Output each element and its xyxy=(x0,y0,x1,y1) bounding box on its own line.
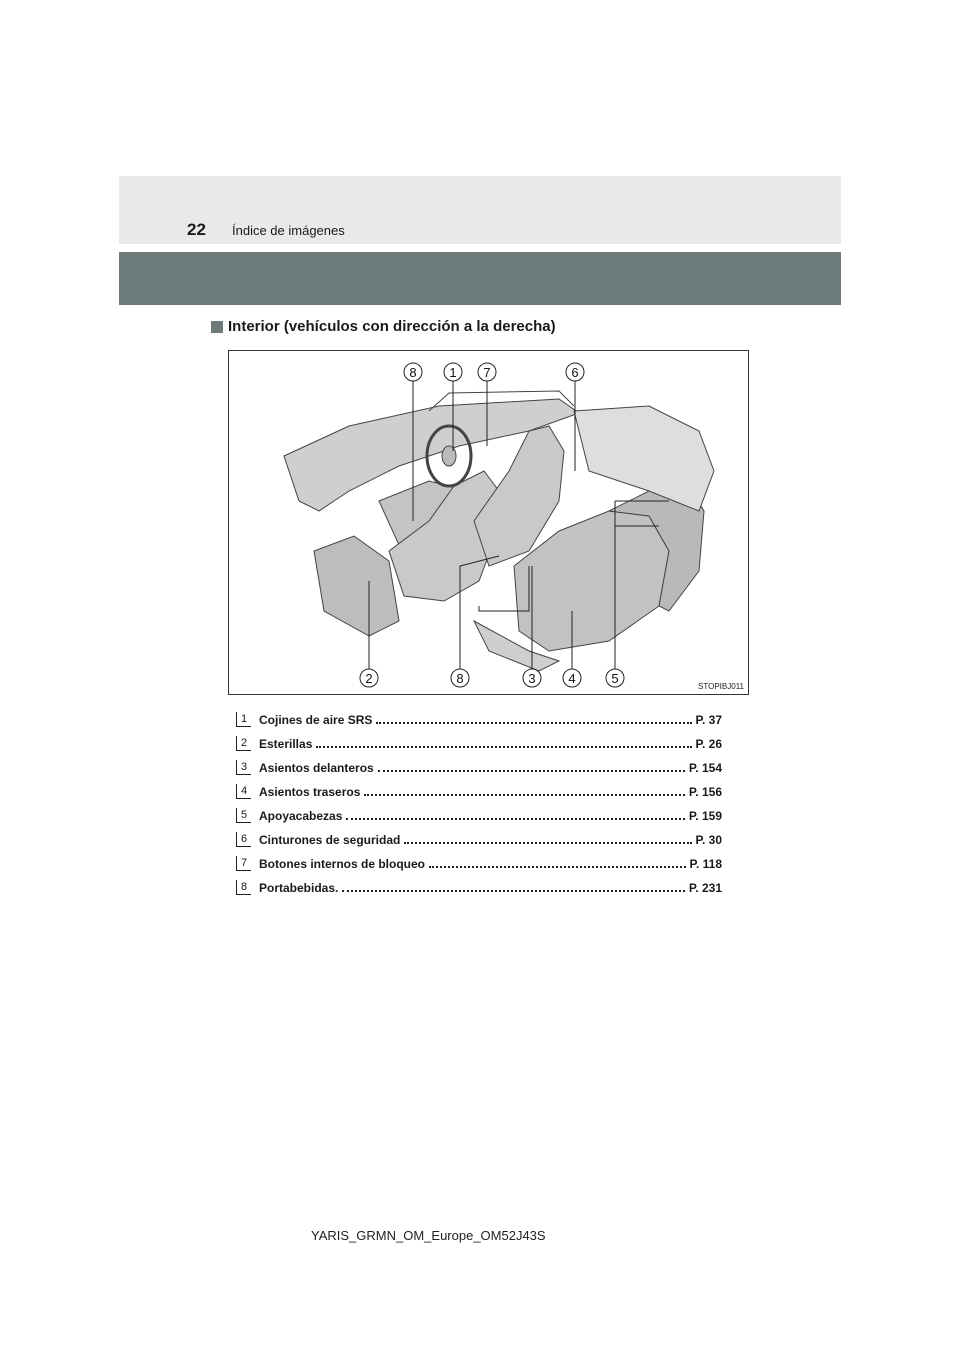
item-page-ref[interactable]: P. 154 xyxy=(688,761,722,775)
header-band-dark xyxy=(119,252,841,305)
list-item[interactable] xyxy=(236,706,722,730)
item-number: 7 xyxy=(236,856,251,871)
list-item[interactable] xyxy=(236,778,722,802)
dot-leader xyxy=(429,865,686,868)
item-number: 5 xyxy=(236,808,251,823)
dot-leader xyxy=(378,769,685,772)
callout-bottom-4: 4 xyxy=(568,671,576,686)
square-bullet-icon xyxy=(211,321,223,333)
item-label: Esterillas xyxy=(259,737,313,751)
dot-leader xyxy=(342,889,684,892)
section-title: Índice de imágenes xyxy=(232,223,345,238)
item-page-ref[interactable]: P. 159 xyxy=(688,809,722,823)
item-page-ref[interactable]: P. 118 xyxy=(689,857,722,871)
list-item[interactable] xyxy=(236,850,722,874)
item-page-ref[interactable]: P. 37 xyxy=(695,713,722,727)
item-page-ref[interactable]: P. 30 xyxy=(695,833,722,847)
item-number: 6 xyxy=(236,832,251,847)
item-label: Botones internos de bloqueo xyxy=(259,857,426,871)
header-band-light xyxy=(119,176,841,244)
item-number: 4 xyxy=(236,784,251,799)
callout-top-3: 7 xyxy=(483,365,491,380)
item-label: Asientos traseros xyxy=(259,785,361,799)
item-number: 8 xyxy=(236,880,251,895)
page-number: 22 xyxy=(187,220,206,239)
item-number: 3 xyxy=(236,760,251,775)
callout-top-2: 1 xyxy=(449,365,457,380)
list-item[interactable] xyxy=(236,826,722,850)
item-label: Apoyacabezas xyxy=(259,809,343,823)
item-label: Asientos delanteros xyxy=(259,761,374,775)
item-page-ref[interactable]: P. 231 xyxy=(688,881,722,895)
callout-bottom-1: 2 xyxy=(365,671,373,686)
figure-code: STOPIBJ011 xyxy=(698,682,744,691)
callout-top-4: 6 xyxy=(571,365,579,380)
dot-leader xyxy=(364,793,684,796)
item-label: Cinturones de seguridad xyxy=(259,833,401,847)
car-interior-drawing xyxy=(229,351,749,695)
item-number: 1 xyxy=(236,712,251,727)
list-item[interactable] xyxy=(236,802,722,826)
sub-heading-text: Interior (vehículos con dirección a la derecha) xyxy=(228,318,556,335)
item-page-ref[interactable]: P. 26 xyxy=(695,737,722,751)
dot-leader xyxy=(346,817,684,820)
item-number: 2 xyxy=(236,736,251,751)
dot-leader xyxy=(404,841,691,844)
dot-leader xyxy=(316,745,691,748)
interior-illustration xyxy=(228,350,749,695)
callout-bottom-3: 3 xyxy=(528,671,536,686)
list-item[interactable] xyxy=(236,874,722,898)
callout-bottom-2: 8 xyxy=(456,671,464,686)
item-label: Portabebidas. xyxy=(259,881,339,895)
list-item[interactable] xyxy=(236,754,722,778)
list-item[interactable] xyxy=(236,730,722,754)
index-list xyxy=(236,706,722,898)
callout-bottom-5: 5 xyxy=(611,671,619,686)
document-footer: YARIS_GRMN_OM_Europe_OM52J43S xyxy=(311,1228,546,1243)
dot-leader xyxy=(376,721,691,724)
callout-top-1: 8 xyxy=(409,365,417,380)
item-page-ref[interactable]: P. 156 xyxy=(688,785,722,799)
item-label: Cojines de aire SRS xyxy=(259,713,373,727)
sub-heading xyxy=(211,318,556,335)
